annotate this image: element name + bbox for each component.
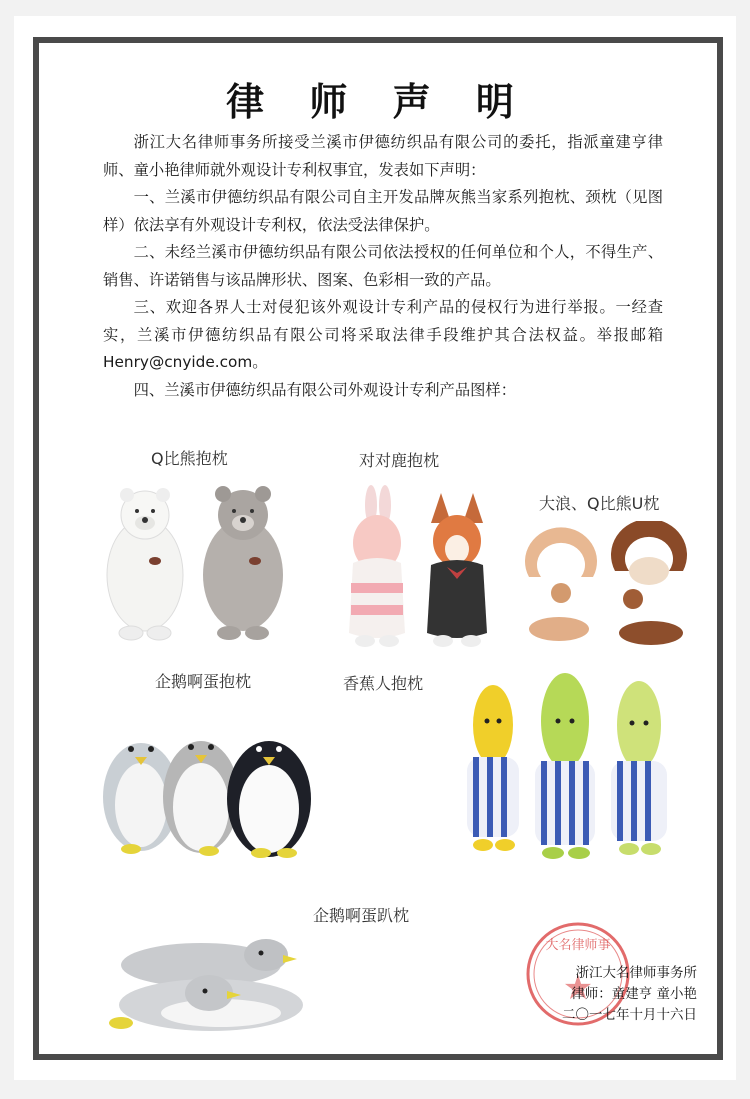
seal-text: 大名律师事 (545, 938, 611, 953)
brown-neck-pillow-illustration (611, 521, 687, 645)
fox-illustration (427, 493, 487, 647)
seal-star-icon: ★ (562, 968, 594, 1008)
light-green-banana-illustration (611, 681, 667, 855)
green-banana-illustration (535, 673, 595, 859)
banana-pillow-label: 香蕉人抱枕 (343, 674, 424, 693)
deer-pillow-image (323, 483, 513, 651)
document-title: 律 师 声 明 (226, 79, 530, 124)
beige-neck-pillow-illustration (525, 527, 597, 641)
page (14, 16, 736, 1080)
penguin-lying-pillow-label: 企鹅啊蛋趴枕 (313, 906, 410, 925)
banana-pillow-image (443, 665, 683, 865)
neck-pillow-label: 大浪、Q比熊U枕 (539, 494, 660, 513)
signature-block (517, 963, 697, 1026)
yellow-banana-illustration (467, 685, 519, 851)
pink-rabbit-illustration (349, 485, 405, 647)
penguin-lying-pillow-image (101, 925, 321, 1045)
gray-bear-illustration (203, 486, 283, 640)
neck-pillow-image (519, 521, 699, 651)
intro-paragraph: 浙江大名律师事务所接受兰溪市伊德纺织品有限公司的委托，指派童建亨律师、童小艳律师就外观设计专利权事宜，发表如下声明： (103, 133, 663, 179)
white-bear-illustration (107, 488, 183, 640)
penguin-pillow-image (91, 709, 321, 859)
clause-one: 一、兰溪市伊德纺织品有限公司自主开发品牌灰熊当家系列抱枕、颈枕（见图样）依法享有外观设计专利权，依法受法律保护。 (103, 188, 663, 234)
lawyer-names: 律师：童建亨 童小艳 (571, 986, 697, 1002)
bear-pillow-label: Q比熊抱枕 (151, 449, 228, 468)
law-firm-name: 浙江大名律师事务所 (575, 965, 697, 981)
penguin-pillow-label: 企鹅啊蛋抱枕 (155, 672, 252, 691)
declaration-text (103, 129, 663, 404)
clause-two: 二、未经兰溪市伊德纺织品有限公司依法授权的任何单位和个人，不得生产、销售、许诺销售与该品牌形状、图案、色彩相一致的产品。 (103, 243, 663, 289)
clause-four: 四、兰溪市伊德纺织品有限公司外观设计专利产品图样： (133, 380, 517, 399)
bear-pillow-image (95, 483, 295, 645)
front-lying-penguin-illustration (109, 975, 303, 1031)
black-penguin-illustration (227, 741, 311, 858)
clause-three: 三、欢迎各界人士对侵犯该外观设计专利产品的侵权行为进行举报。一经查实，兰溪市伊德纺织品有限公司将采取法律手段维护其合法权益。举报邮箱Henry@cnyide.com。 (103, 298, 663, 371)
declaration-date: 二〇一七年十月十六日 (562, 1007, 697, 1023)
document-frame (33, 37, 723, 1060)
deer-pillow-label: 对对鹿抱枕 (359, 451, 440, 470)
